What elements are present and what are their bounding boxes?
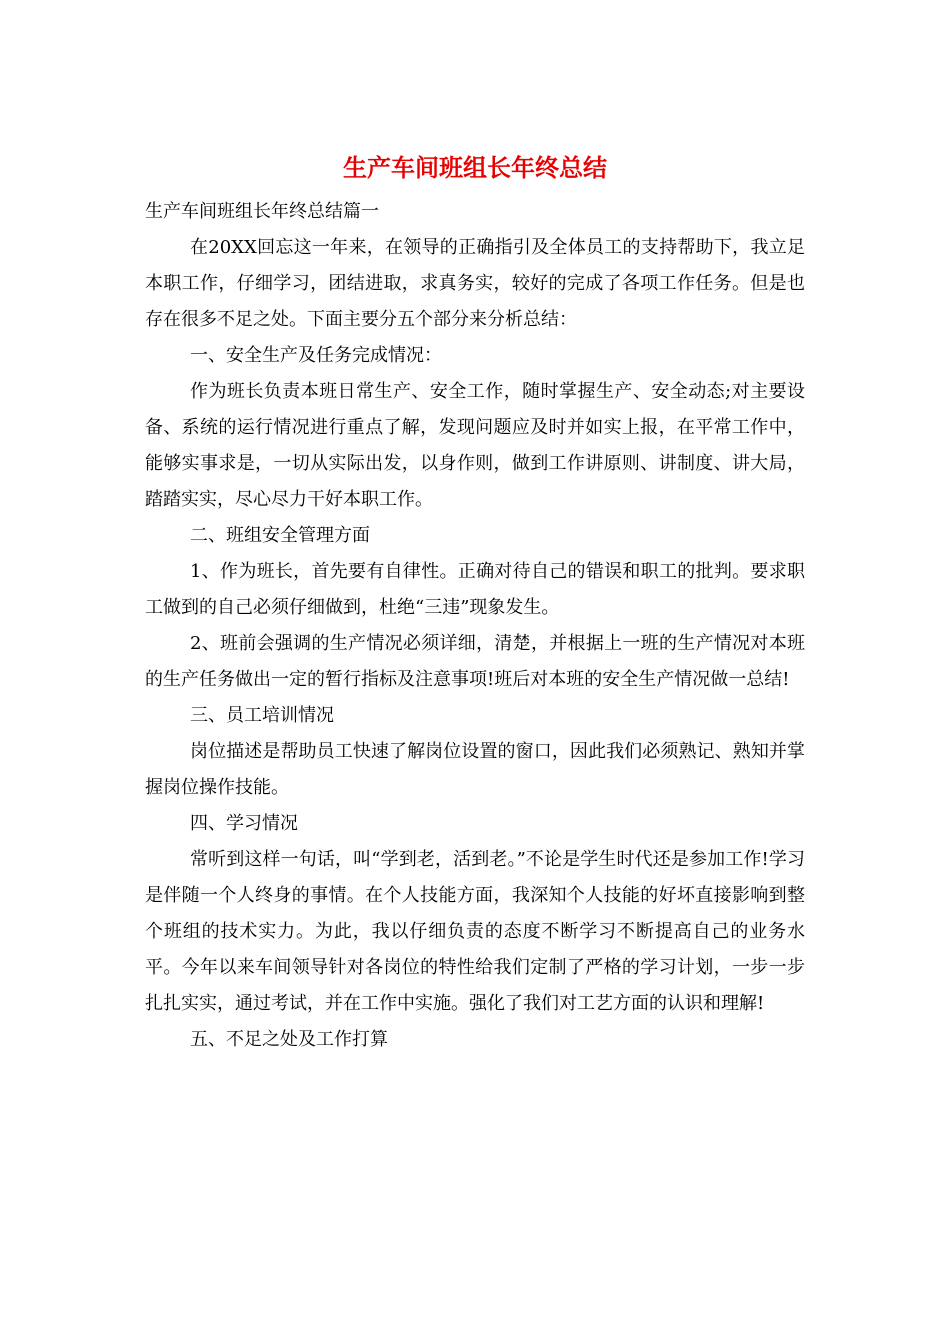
document-body	[145, 194, 805, 1058]
intro-paragraph: 在20XX回忘这一年来，在领导的正确指引及全体员工的支持帮助下，我立足本职工作，仔细学习，团结进取，求真务实，较好的完成了各项工作任务。但是也存在很多不足之处。下面主要分五个部分来分析总结：	[145, 237, 805, 330]
document-subtitle: 生产车间班组长年终总结篇一	[145, 201, 379, 222]
learning-paragraph: 常听到这样一句话，叫“学到老，活到老。”不论是学生时代还是参加工作!学习是伴随一个人终身的事情。在个人技能方面，我深知个人技能的好坏直接影响到整个班组的技术实力。为此，我以仔细负责的态度不断学习不断提高自己的业务水平。今年以来车间领导针对各岗位的特性给我们定制了严格的学习计划，一步一步扎扎实实，通过考试，并在工作中实施。强化了我们对工艺方面的认识和理解!	[145, 849, 805, 1014]
team-management-item-1: 1、作为班长，首先要有自律性。正确对待自己的错误和职工的批判。要求职工做到的自己必须仔细做到，杜绝“三违”现象发生。	[145, 561, 805, 618]
team-management-item-2: 2、班前会强调的生产情况必须详细，清楚，并根据上一班的生产情况对本班的生产任务做出一定的暂行指标及注意事项!班后对本班的安全生产情况做一总结!	[145, 633, 805, 690]
section-heading-learning: 四、学习情况	[190, 813, 298, 834]
section-heading-safety: 一、安全生产及任务完成情况：	[190, 345, 442, 366]
document-title: 生产车间班组长年终总结	[343, 153, 607, 182]
section-heading-training: 三、员工培训情况	[190, 705, 334, 726]
section-heading-shortcomings: 五、不足之处及工作打算	[190, 1029, 388, 1050]
section-heading-team-management: 二、班组安全管理方面	[190, 525, 370, 546]
training-paragraph: 岗位描述是帮助员工快速了解岗位设置的窗口，因此我们必须熟记、熟知并掌握岗位操作技能。	[145, 741, 805, 798]
safety-paragraph: 作为班长负责本班日常生产、安全工作，随时掌握生产、安全动态;对主要设备、系统的运行情况进行重点了解，发现问题应及时并如实上报，在平常工作中，能够实事求是，一切从实际出发，以身作则，做到工作讲原则、讲制度、讲大局，踏踏实实，尽心尽力干好本职工作。	[145, 381, 805, 510]
